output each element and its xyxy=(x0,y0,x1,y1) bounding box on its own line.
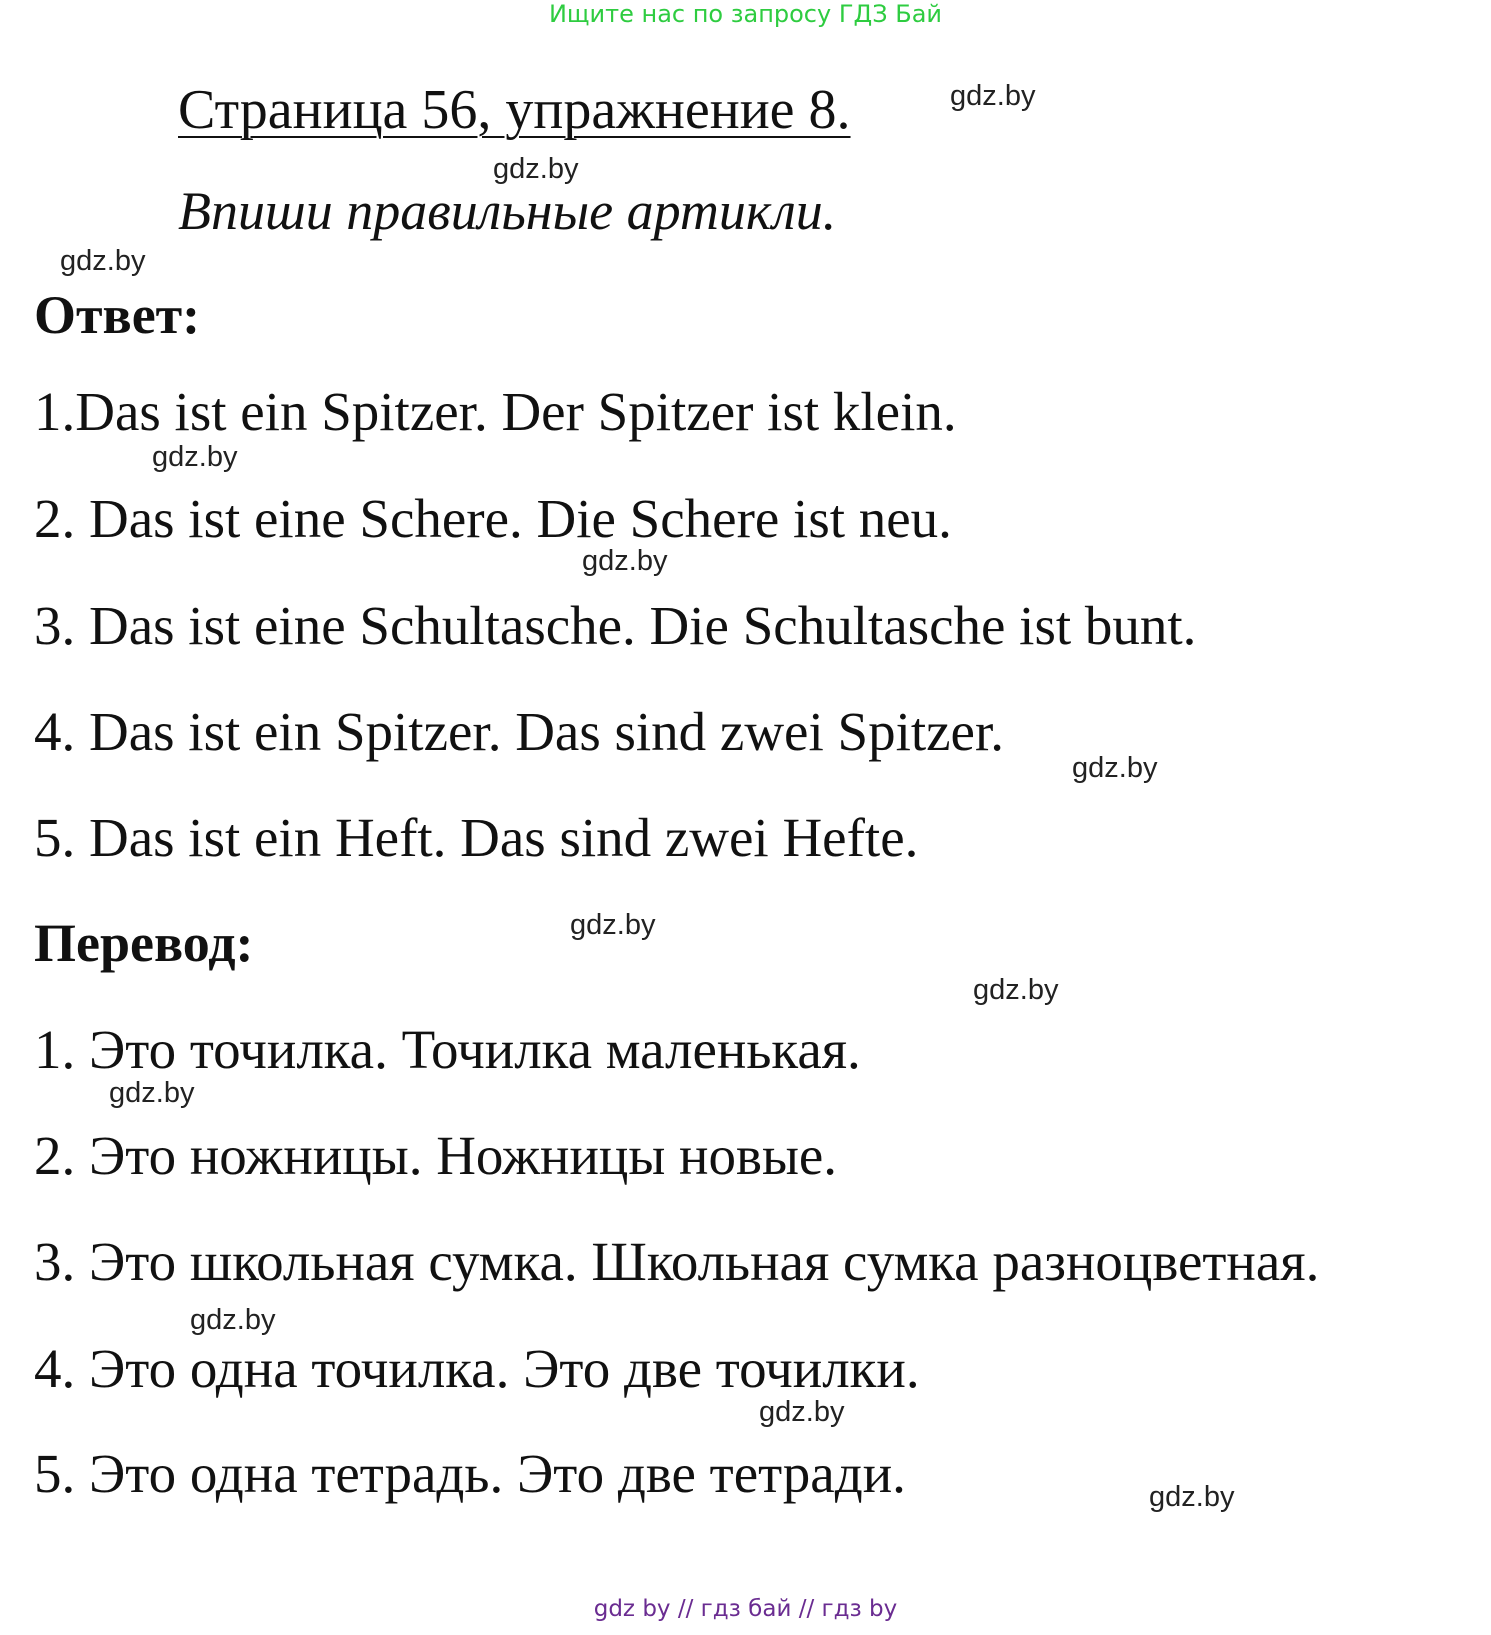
translation-line-2: 2. Это ножницы. Ножницы новые. xyxy=(34,1125,838,1186)
watermark: gdz.by xyxy=(109,1077,195,1109)
watermark: gdz.by xyxy=(1149,1481,1235,1513)
footer-links: gdz by // гдз бай // гдз by xyxy=(593,1596,898,1622)
watermark: gdz.by xyxy=(973,974,1059,1006)
promo-banner: Ищите нас по запросу ГДЗ Бай xyxy=(548,0,943,28)
answer-heading: Ответ: xyxy=(34,285,201,345)
translation-line-4: 4. Это одна точилка. Это две точилки. xyxy=(34,1338,920,1399)
watermark: gdz.by xyxy=(759,1396,845,1428)
answer-line-4: 4. Das ist ein Spitzer. Das sind zwei Spitzer. xyxy=(34,701,1004,762)
translation-line-1: 1. Это точилка. Точилка маленькая. xyxy=(34,1019,861,1080)
watermark: gdz.by xyxy=(190,1304,276,1336)
answer-line-3: 3. Das ist eine Schultasche. Die Schultasche ist bunt. xyxy=(34,595,1197,656)
page-title: Страница 56, упражнение 8. xyxy=(178,79,851,141)
task-instruction: Впиши правильные артикли. xyxy=(178,181,837,241)
watermark: gdz.by xyxy=(493,153,579,185)
watermark: gdz.by xyxy=(582,545,668,577)
translation-heading: Перевод: xyxy=(34,913,254,973)
watermark: gdz.by xyxy=(152,441,238,473)
watermark: gdz.by xyxy=(60,245,146,277)
translation-line-3: 3. Это школьная сумка. Школьная сумка разноцветная. xyxy=(34,1231,1320,1292)
answer-line-5: 5. Das ist ein Heft. Das sind zwei Hefte. xyxy=(34,807,919,868)
watermark: gdz.by xyxy=(570,909,656,941)
watermark: gdz.by xyxy=(1072,752,1158,784)
answer-line-1: 1.Das ist ein Spitzer. Der Spitzer ist klein. xyxy=(34,381,957,442)
translation-line-5: 5. Это одна тетрадь. Это две тетради. xyxy=(34,1443,906,1504)
answer-line-2: 2. Das ist eine Schere. Die Schere ist neu. xyxy=(34,488,952,549)
watermark: gdz.by xyxy=(950,80,1036,112)
